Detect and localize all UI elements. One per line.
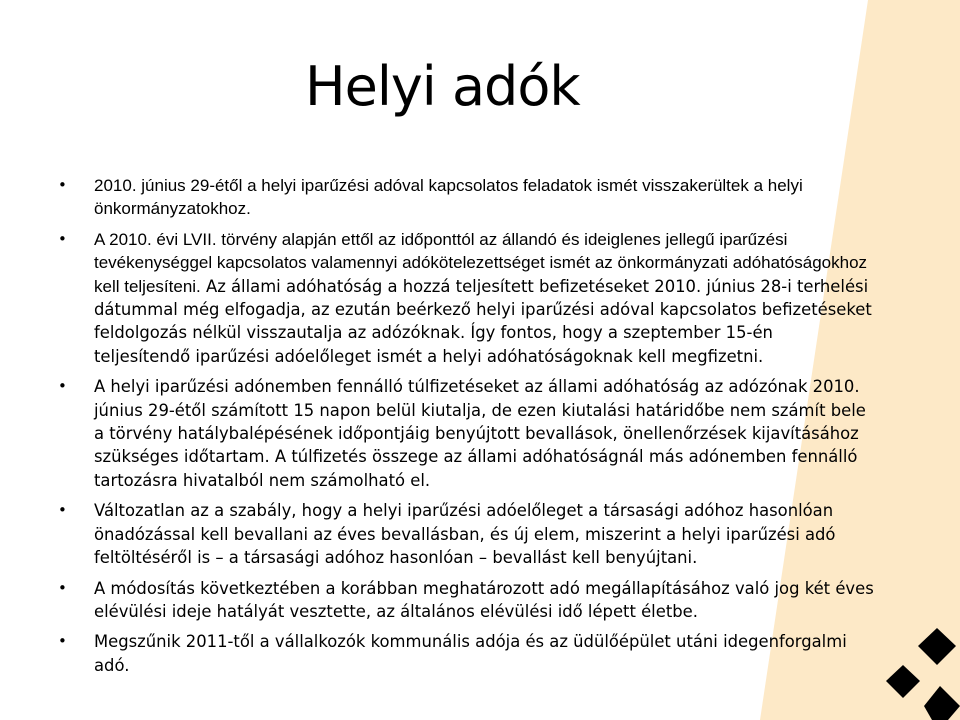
list-item-2-text: Az állami adóhatóság a hozzá teljesített befizetéseket 2010. június 28-i terhelési dátummal még elfogadja, az ezután beérkező helyi iparűzési adóval kapcsolatos befizetéseket feldolgozás nélkül visszautalja az adózóknak. Így fontos, hogy a szeptember 15-én teljesítendő iparűzési adóelőleget ismét a helyi adóhatóságoknak kell megfizetni. xyxy=(94,276,872,366)
bullet-list xyxy=(58,174,874,684)
diamond-logo-middle xyxy=(886,665,920,698)
page-title: Helyi adók xyxy=(305,55,580,118)
bullet-icon: • xyxy=(58,377,67,396)
bullet-icon: • xyxy=(58,632,67,651)
list-item-1 xyxy=(58,174,874,221)
diamond-logo-bottom xyxy=(924,686,960,720)
diamond-logo-top xyxy=(918,628,956,665)
list-item-4-text: Változatlan az a szabály, hogy a helyi iparűzési adóelőleget a társasági adóhoz hasonlóan önadózással kell bevallani az éves bevallásban, és új elem, miszerint a helyi iparűzési adó feltöltéséről is – a társasági adóhoz hasonlóan – bevallást kell benyújtani. xyxy=(94,501,836,568)
list-item-3-text: A helyi iparűzési adónemben fennálló túlfizetéseket az állami adóhatóság az adózónak 2010. június 29-étől számított 15 napon belül kiutalja, de ezen kiutalási határidőbe nem számít bele a törvény hatálybalépésének időpontjáig benyújtott bevallások, önellenőrzések kijavításához szükséges időtartam. A túlfizetés összege az állami adóhatóságnál más adónemben fennálló tartozásra hivatalból nem számolható el. xyxy=(94,377,866,490)
list-item-5 xyxy=(58,577,874,624)
list-item-6-text: Megszűnik 2011-től a vállalkozók kommunális adója és az üdülőépület utáni idegenforgalmi adó. xyxy=(94,632,847,675)
list-item-6 xyxy=(58,630,874,677)
bullet-icon: • xyxy=(58,229,67,248)
list-item-2 xyxy=(58,228,874,368)
list-item-3 xyxy=(58,375,874,492)
bullet-icon: • xyxy=(58,578,67,597)
list-item-4 xyxy=(58,499,874,569)
list-item-5-text: A módosítás következtében a korábban meghatározott adó megállapításához való jog két éves elévülési ideje hatályát vesztette, az általános elévülési idő lépett életbe. xyxy=(94,578,874,621)
list-item-1-lead: 2010. június 29-étől a helyi iparűzési adóval kapcsolatos feladatok ismét visszakerültek a helyi önkormányzatokhoz. xyxy=(94,176,803,219)
diamond-logo-icon xyxy=(872,628,960,720)
bullet-icon: • xyxy=(58,501,67,520)
list-item-2-lead: A 2010. évi LVII. törvény alapján ettől az időponttól az állandó és ideiglenes jellegű iparűzési tevékenységgel kapcsolatos valamennyi adókötelezettséget ismét az önkormányzati adóhatóságokhoz kell teljesíteni. xyxy=(94,229,868,296)
bullet-icon: • xyxy=(58,176,67,194)
